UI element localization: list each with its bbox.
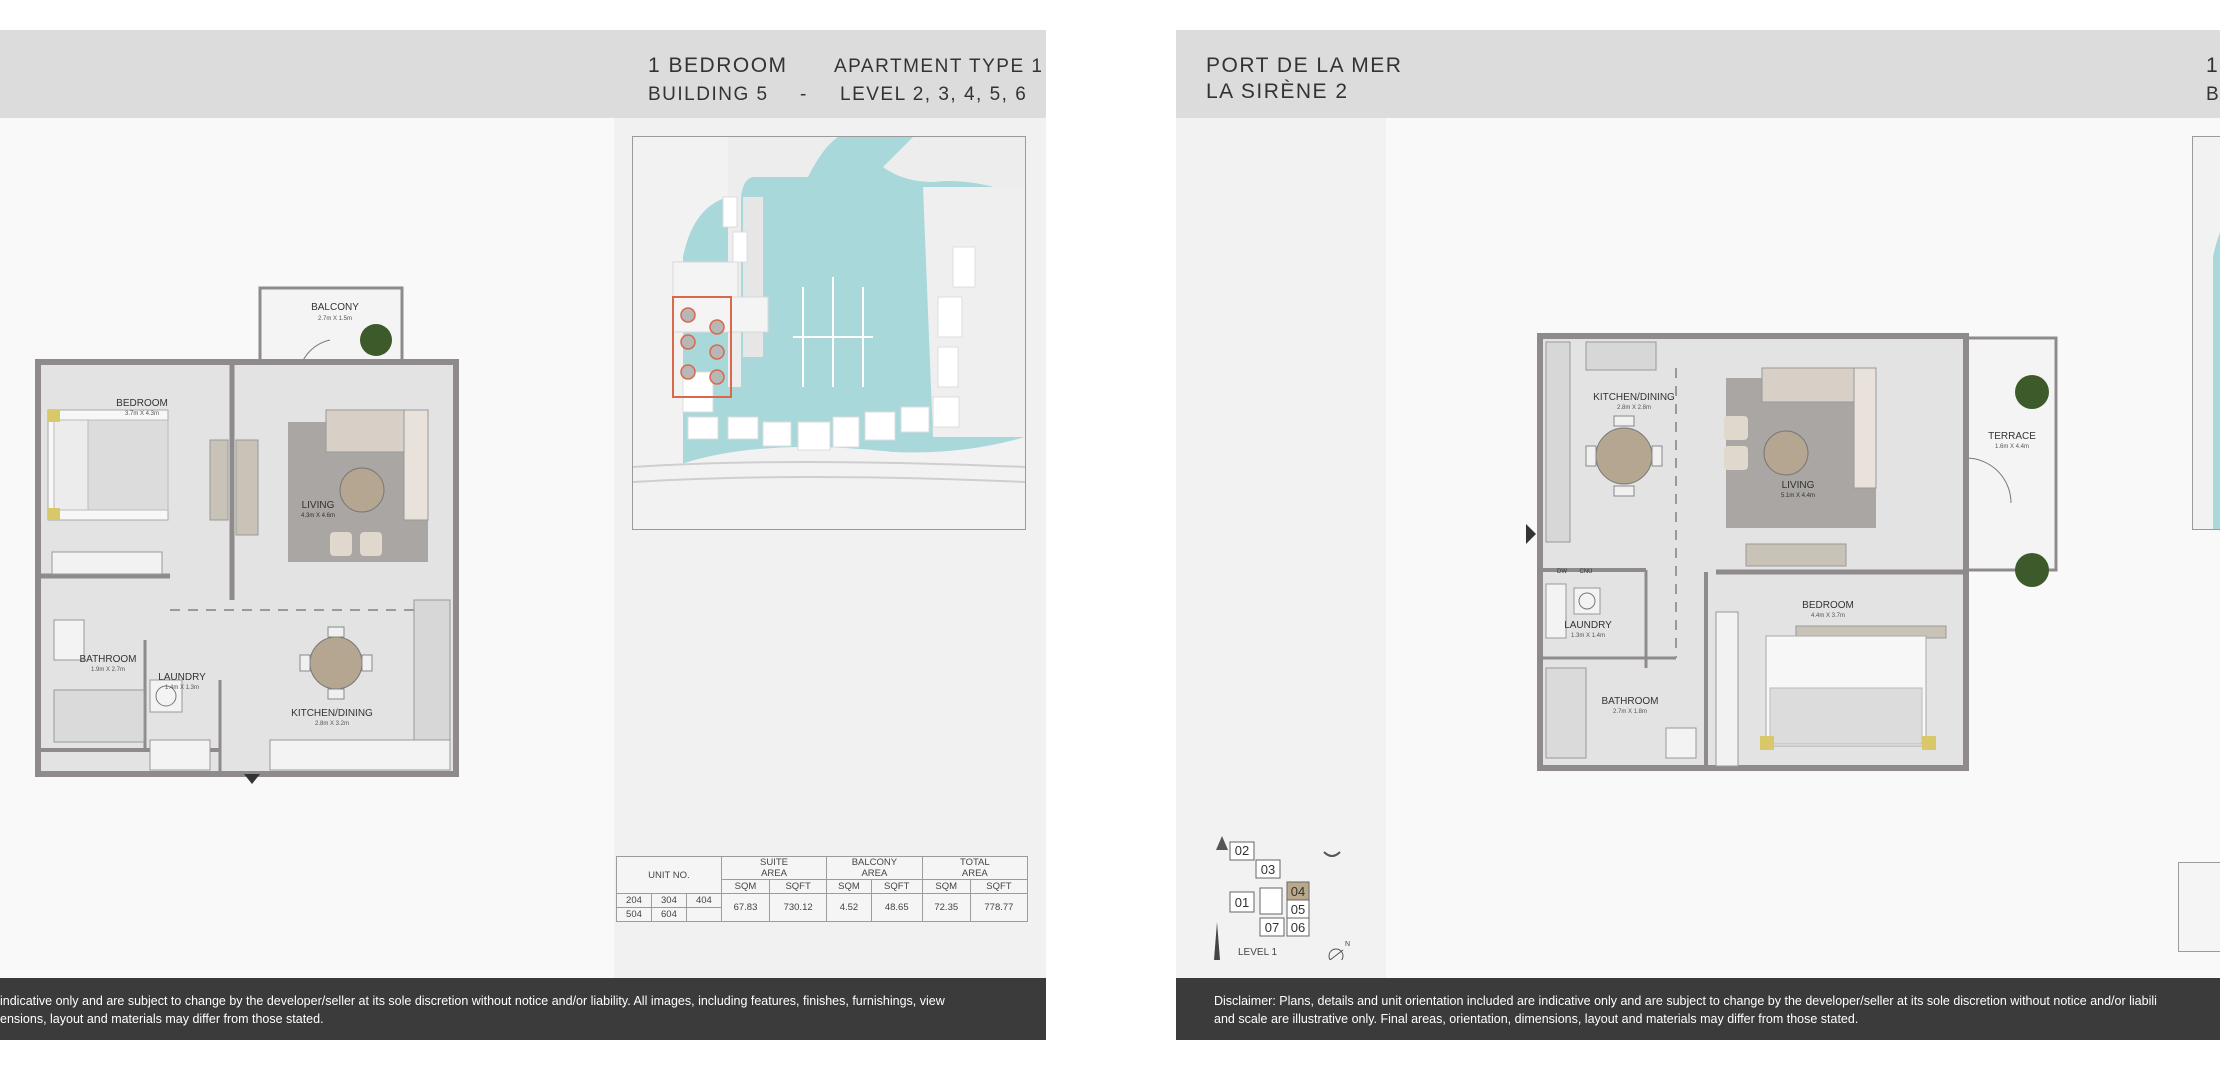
right-disclaimer	[1176, 978, 2220, 1040]
unit-number: 404	[686, 894, 721, 908]
sqm-header: SQM	[721, 880, 769, 894]
shell-icon	[1324, 852, 1340, 856]
room-label-bathroom: BATHROOM	[79, 654, 137, 665]
site-location-map-partial	[2192, 136, 2220, 530]
room-label-kitchen: KITCHEN/DINING	[1593, 392, 1675, 403]
suite-sqm: 67.83	[721, 894, 769, 922]
room-dim-kitchen: 2.8m X 2.8m	[1616, 405, 1652, 411]
unit-number: 504	[617, 908, 652, 922]
suite-area-header: SUITE AREA	[721, 857, 826, 880]
site-location-map	[632, 136, 1026, 530]
room-dim-kitchen: 2.8m X 3.2m	[314, 721, 350, 727]
keyplan-unit-selected: 04	[1290, 884, 1306, 899]
room-label-laundry: LAUNDRY	[158, 672, 206, 683]
bedroom-count: 1 BEDROOM	[648, 54, 788, 77]
keyplan-unit: 03	[1260, 862, 1276, 877]
appliance-label-cnu: CNU	[1579, 569, 1593, 575]
building-name: LA SIRÈNE 2	[1206, 80, 1349, 103]
plant-icon	[2015, 375, 2049, 409]
total-area-header: TOTAL AREA	[922, 857, 1027, 880]
keyplan-level: LEVEL 1	[1238, 947, 1278, 958]
unit-number: 604	[651, 908, 686, 922]
left-page	[0, 30, 1046, 1040]
header-dash: -	[800, 84, 808, 105]
disclaimer-line-1: Disclaimer: Plans, details and unit orientation included are indicative only and are subject to change by the developer/seller at its sole discretion without notice and/or liabili	[1214, 994, 2157, 1008]
room-label-bedroom: BEDROOM	[116, 398, 168, 409]
sqm-header: SQM	[922, 880, 970, 894]
project-name: PORT DE LA MER	[1206, 54, 1403, 77]
balcony-area-header: BALCONY AREA	[827, 857, 922, 880]
keyplan-unit: 05	[1290, 902, 1306, 917]
entrance-arrow-icon	[1526, 524, 1536, 544]
room-label-bedroom: BEDROOM	[1802, 600, 1854, 611]
keyplan-unit: 06	[1290, 920, 1306, 935]
unit-area-table	[616, 856, 1028, 922]
room-dim-bedroom: 4.4m X 3.7m	[1810, 613, 1846, 619]
room-dim-bathroom: 2.7m X 1.8m	[1612, 709, 1648, 715]
cut-header-text: B	[2206, 84, 2220, 105]
sailboat-icon	[1216, 836, 1228, 850]
unit-number	[686, 908, 721, 922]
room-dim-laundry: 1.4m X 1.3m	[164, 685, 200, 691]
room-dim-terrace: 1.6m X 4.4m	[1994, 444, 2030, 450]
balcony-sqm: 4.52	[827, 894, 872, 922]
sqft-header: SQFT	[770, 880, 827, 894]
appliance-label-dw: DW	[1557, 569, 1567, 575]
room-dim-living: 5.1m X 4.4m	[1780, 493, 1816, 499]
unit-number: 304	[651, 894, 686, 908]
entrance-arrow-icon	[244, 774, 260, 784]
room-dim-bedroom: 3.7m X 4.3m	[124, 411, 160, 417]
room-label-living: LIVING	[301, 500, 335, 511]
disclaimer-line-2: and scale are illustrative only. Final areas, orientation, dimensions, layout and materials may differ from those stated.	[1214, 1012, 1859, 1026]
sqm-header: SQM	[827, 880, 872, 894]
room-label-bathroom: BATHROOM	[1601, 696, 1659, 707]
north-label: N	[1345, 941, 1351, 948]
total-sqm: 72.35	[922, 894, 970, 922]
tower-icon	[1214, 922, 1220, 960]
room-dim-bathroom: 1.9m X 2.7m	[90, 667, 126, 673]
total-sqft: 778.77	[970, 894, 1027, 922]
area-table-partial	[2178, 862, 2220, 952]
building-number: BUILDING 5	[648, 84, 769, 105]
keyplan-unit: 02	[1234, 843, 1250, 858]
disclaimer-line-1: indicative only and are subject to change by the developer/seller at its sole discretion without notice and/or liability. All images, including features, finishes, furnishings, view	[0, 994, 945, 1008]
suite-sqft: 730.12	[770, 894, 827, 922]
keyplan-unit: 01	[1234, 895, 1250, 910]
room-dim-laundry: 1.3m X 1.4m	[1570, 633, 1606, 639]
room-label-terrace: TERRACE	[1988, 431, 2036, 442]
apartment-type: APARTMENT TYPE 1	[834, 56, 1044, 77]
sqft-header: SQFT	[871, 880, 922, 894]
balcony-sqft: 48.65	[871, 894, 922, 922]
room-label-living: LIVING	[1781, 480, 1815, 491]
plant-icon	[2015, 553, 2049, 587]
cut-header-text: 1	[2206, 54, 2220, 77]
room-label-laundry: LAUNDRY	[1564, 620, 1612, 631]
room-label-balcony: BALCONY	[311, 302, 359, 313]
left-disclaimer	[0, 978, 1046, 1040]
floor-plan-la-sirene	[1526, 288, 2126, 778]
level-list: LEVEL 2, 3, 4, 5, 6	[840, 84, 1028, 105]
level-key-plan	[1212, 810, 1352, 960]
plant-icon	[360, 324, 392, 356]
north-arrow-icon	[1329, 949, 1343, 960]
room-label-kitchen: KITCHEN/DINING	[291, 708, 373, 719]
unit-number: 204	[617, 894, 652, 908]
room-dim-living: 4.3m X 4.6m	[300, 513, 336, 519]
unit-no-header: UNIT NO.	[617, 857, 722, 894]
keyplan-unit: 07	[1264, 920, 1280, 935]
disclaimer-line-2: ensions, layout and materials may differ from those stated.	[0, 1012, 324, 1026]
room-dim-balcony: 2.7m X 1.5m	[317, 316, 353, 322]
sqft-header: SQFT	[970, 880, 1027, 894]
right-page	[1176, 30, 2220, 1040]
terrace-area	[1966, 338, 2056, 570]
floor-plan-type-1	[30, 280, 470, 800]
